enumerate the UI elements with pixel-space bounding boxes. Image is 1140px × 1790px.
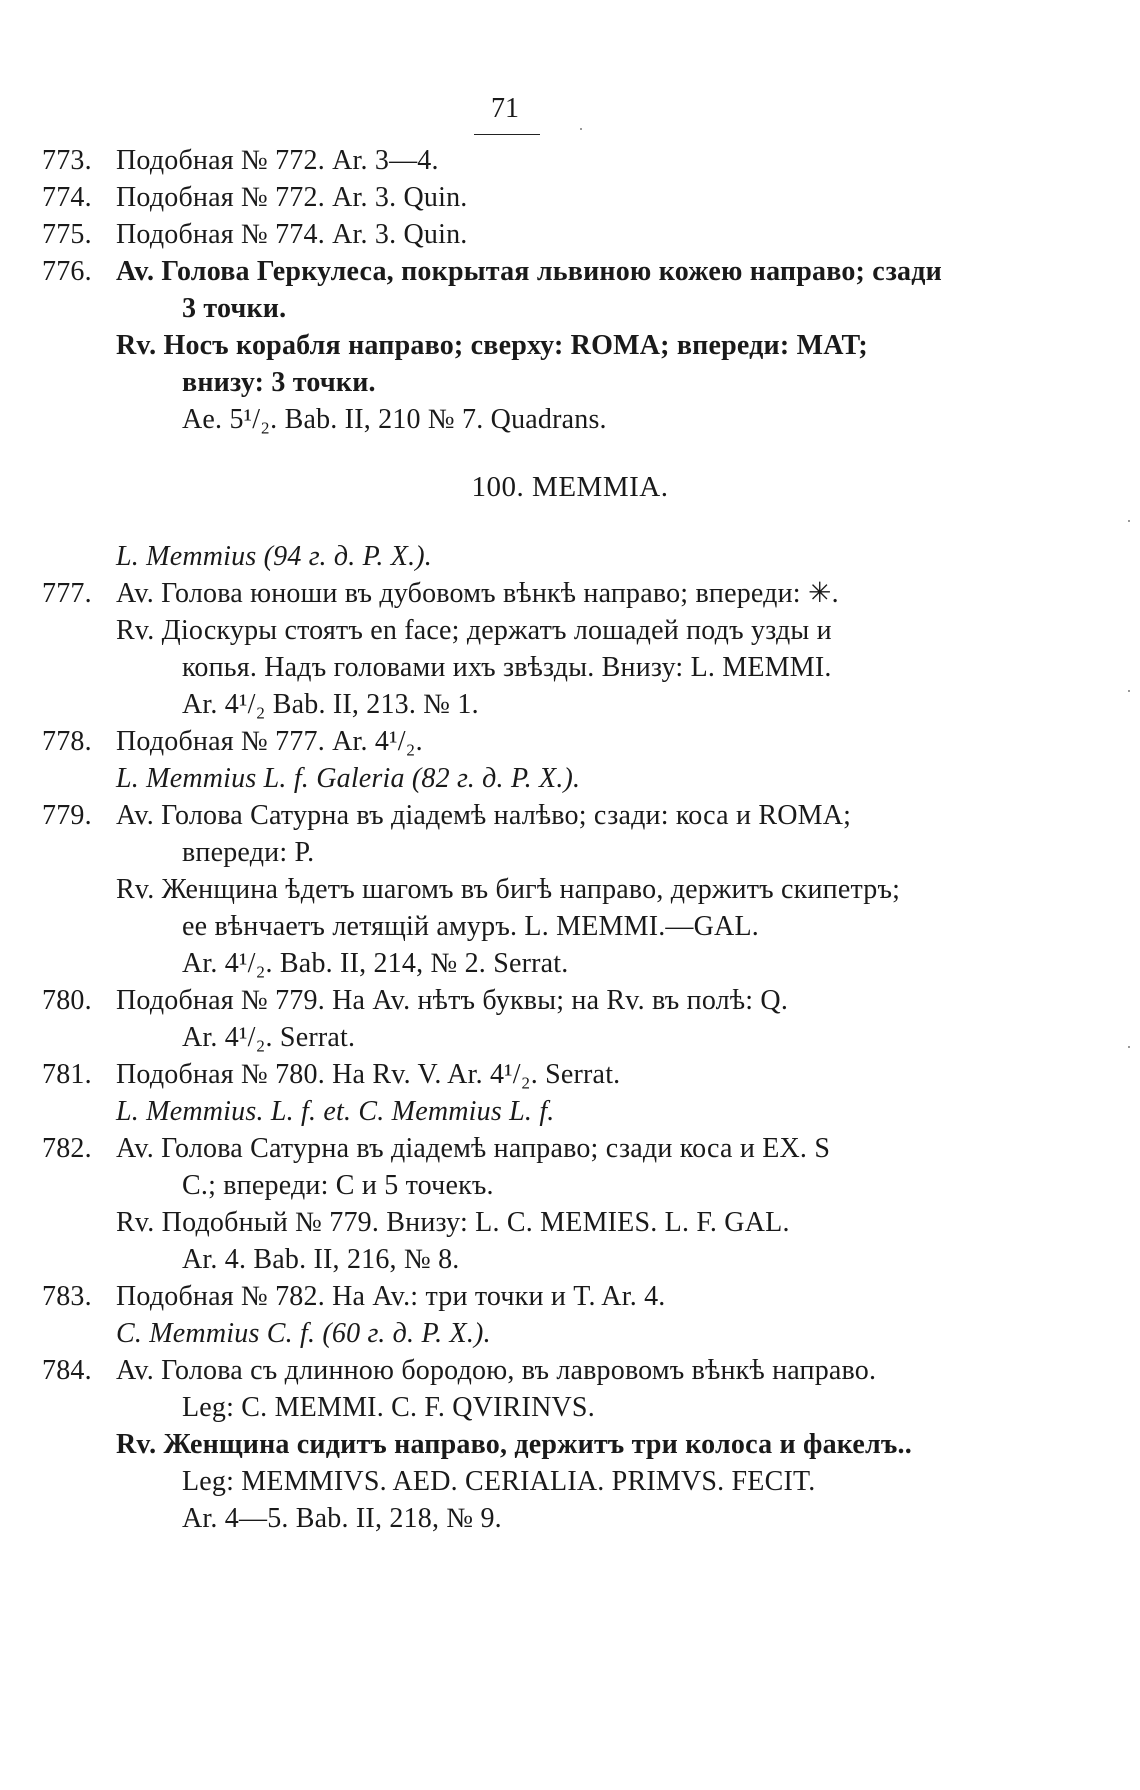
entry-text: копья. Надъ головами ихъ звѣзды. Внизу: L. MEMMI. bbox=[182, 652, 832, 683]
entry-text: L. Memmius (94 г. д. P. X.). bbox=[116, 541, 433, 572]
entry-text: Rv. Подобный № 779. Внизу: L. C. MEMIES. L. F. GAL. bbox=[116, 1207, 790, 1238]
entry-number: 773. bbox=[42, 145, 92, 176]
entry-text: Av. Голова Сатурна въ діадемѣ направо; сзади коса и EX. S bbox=[116, 1133, 831, 1164]
scan-speck bbox=[580, 128, 582, 130]
entry-text: Leg: MEMMIVS. AED. CERIALIA. PRIMVS. FECIT. bbox=[182, 1466, 816, 1497]
entry-number: 778. bbox=[42, 726, 92, 757]
entry-text: Ar. 4. Bab. II, 216, № 8. bbox=[182, 1244, 460, 1275]
entry-text: Подобная № 774. Ar. 3. Quin. bbox=[116, 219, 468, 250]
entry-text: Ar. 4¹/₂. Bab. II, 214, № 2. Serrat. bbox=[182, 948, 569, 979]
entry-text: Подобная № 779. На Av. нѣтъ буквы; на Rv. въ полѣ: Q. bbox=[116, 985, 789, 1016]
scan-speck bbox=[1128, 690, 1130, 692]
entry-text: Ar. 4—5. Bab. II, 218, № 9. bbox=[182, 1503, 502, 1534]
entry-text: Rv. Діоскуры стоятъ en face; держатъ лошадей подъ узды и bbox=[116, 615, 832, 646]
entry-number: 781. bbox=[42, 1059, 92, 1090]
entry-text: C.; впереди: C и 5 точекъ. bbox=[182, 1170, 494, 1201]
entry-number: 780. bbox=[42, 985, 92, 1016]
entry-number: 779. bbox=[42, 800, 92, 831]
entry-text: L. Memmius L. f. Galeria (82 г. д. P. X.). bbox=[116, 763, 581, 794]
scan-speck bbox=[1128, 1046, 1130, 1048]
section-heading: 100. MEMMIA. bbox=[471, 471, 669, 503]
entry-number: 782. bbox=[42, 1133, 92, 1164]
page-number-rule bbox=[474, 134, 540, 135]
entry-text: Ar. 4¹/₂ Bab. II, 213. № 1. bbox=[182, 689, 479, 720]
entry-number: 774. bbox=[42, 182, 92, 213]
entry-text: Av. Голова Сатурна въ діадемѣ налѣво; сзади: коса и ROMA; bbox=[116, 800, 852, 831]
entry-text: Подобная № 780. На Rv. V. Ar. 4¹/₂. Serrat. bbox=[116, 1059, 621, 1090]
entry-text: ее вѣнчаетъ летящій амуръ. L. MEMMI.—GAL. bbox=[182, 911, 759, 942]
page-number: 71 bbox=[491, 93, 519, 124]
entry-text: Rv. Женщина сидитъ направо, держитъ три колоса и факелъ.. bbox=[116, 1429, 912, 1460]
entry-text: Подобная № 782. На Av.: три точки и T. Ar. 4. bbox=[116, 1281, 666, 1312]
entry-text: Av. Голова Геркулеса, покрытая львиною кожею направо; сзади bbox=[116, 256, 942, 287]
entry-text: Av. Голова съ длинною бородою, въ лавровомъ вѣнкѣ направо. bbox=[116, 1355, 877, 1386]
entry-number: 777. bbox=[42, 578, 92, 609]
entry-text: 3 точки. bbox=[182, 293, 287, 324]
entry-text: внизу: 3 точки. bbox=[182, 367, 376, 398]
entry-text: Rv. Женщина ѣдетъ шагомъ въ бигѣ направо, держитъ скипетръ; bbox=[116, 874, 901, 905]
entry-text: Ae. 5¹/₂. Bab. II, 210 № 7. Quadrans. bbox=[182, 404, 607, 435]
entry-text: Подобная № 772. Ar. 3—4. bbox=[116, 145, 439, 176]
entry-number: 776. bbox=[42, 256, 92, 287]
entry-number: 775. bbox=[42, 219, 92, 250]
entry-text: Ar. 4¹/₂. Serrat. bbox=[182, 1022, 356, 1053]
entry-text: L. Memmius. L. f. et. C. Memmius L. f. bbox=[116, 1096, 555, 1127]
entry-text: впереди: P. bbox=[182, 837, 315, 868]
entry-number: 783. bbox=[42, 1281, 92, 1312]
entry-text: Подобная № 777. Ar. 4¹/₂. bbox=[116, 726, 423, 757]
entry-text: C. Memmius C. f. (60 г. д. P. X.). bbox=[116, 1318, 491, 1349]
entry-number: 784. bbox=[42, 1355, 92, 1386]
entry-text: Rv. Носъ корабля направо; сверху: ROMA; впереди: MAT; bbox=[116, 330, 868, 361]
entry-text: Подобная № 772. Ar. 3. Quin. bbox=[116, 182, 468, 213]
scan-speck bbox=[1128, 520, 1130, 522]
entry-text: Leg: C. MEMMI. C. F. QVIRINVS. bbox=[182, 1392, 595, 1423]
entry-text: Av. Голова юноши въ дубовомъ вѣнкѣ направо; впереди: ✳. bbox=[116, 578, 839, 609]
